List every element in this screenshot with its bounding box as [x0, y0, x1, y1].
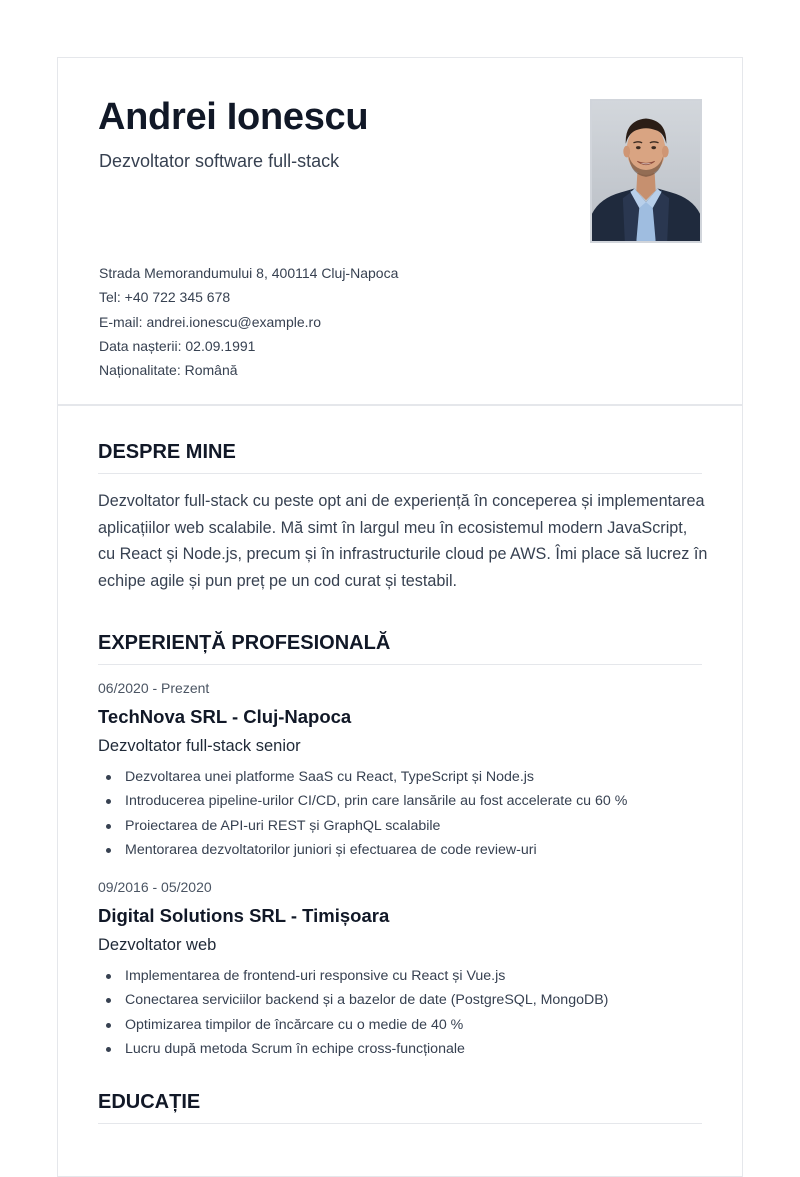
job-company: Digital Solutions SRL - Timișoara — [98, 905, 390, 927]
job-entry — [98, 679, 702, 862]
experience-heading: EXPERIENȚĂ PROFESIONALĂ — [98, 632, 702, 665]
responsibility-item: Optimizarea timpilor de încărcare cu o medie de 40 % — [125, 1013, 702, 1037]
job-role: Dezvoltator full-stack senior — [98, 737, 301, 755]
cv-header — [58, 58, 742, 406]
job-company: TechNova SRL - Cluj-Napoca — [98, 706, 352, 727]
responsibility-item: Mentorarea dezvoltatorilor juniori și efectuarea de code review-uri — [125, 838, 702, 862]
responsibility-item: Proiectarea de API-uri REST și GraphQL scalabile — [125, 814, 702, 838]
job-responsibilities — [98, 765, 702, 862]
education-heading: EDUCAȚIE — [98, 1091, 702, 1124]
contact-email: E-mail: andrei.ionescu@example.ro — [99, 313, 321, 330]
about-section — [98, 406, 708, 594]
person-name: Andrei Ionescu — [98, 96, 369, 138]
contact-address: Strada Memorandumului 8, 400114 Cluj-Napoca — [99, 265, 399, 281]
profile-photo — [590, 99, 702, 243]
contact-birthdate: Data nașterii: 02.09.1991 — [99, 337, 256, 354]
responsibility-item: Dezvoltarea unei platforme SaaS cu React, TypeScript și Node.js — [125, 765, 702, 789]
cv-page — [57, 57, 743, 1177]
job-entry — [98, 878, 702, 1061]
about-heading: DESPRE MINE — [98, 441, 702, 474]
contact-phone: Tel: +40 722 345 678 — [99, 289, 231, 306]
responsibility-item: Lucru după metoda Scrum în echipe cross-funcționale — [125, 1037, 702, 1061]
contact-details — [99, 261, 398, 382]
job-date: 09/2016 - 05/2020 — [98, 879, 212, 896]
responsibility-item: Introducerea pipeline-urilor CI/CD, prin care lansările au fost accelerate cu 60 % — [125, 789, 702, 813]
job-role: Dezvoltator web — [98, 936, 217, 955]
person-title: Dezvoltator software full-stack — [99, 151, 340, 171]
experience-section — [98, 594, 702, 1061]
contact-nationality: Naționalitate: Română — [99, 362, 238, 379]
about-text: Dezvoltator full-stack cu peste opt ani de experiență în conceperea și implementarea aplicațiilor web scalabile. Mă simt în largul meu în ecosistemul modern JavaScript, cu React și Node.js, precum și în infrastructurile cloud pe AWS. Îmi place să lucrez în echipe agile și pun preț pe un cod curat și testabil. — [98, 492, 708, 590]
responsibility-item: Conectarea serviciilor backend și a bazelor de date (PostgreSQL, MongoDB) — [125, 988, 702, 1012]
cv-body — [58, 406, 742, 1124]
portrait-image — [592, 101, 700, 241]
job-date: 06/2020 - Prezent — [98, 680, 210, 696]
education-section — [98, 1061, 702, 1124]
job-responsibilities — [98, 964, 702, 1061]
responsibility-item: Implementarea de frontend-uri responsive cu React și Vue.js — [125, 964, 702, 988]
